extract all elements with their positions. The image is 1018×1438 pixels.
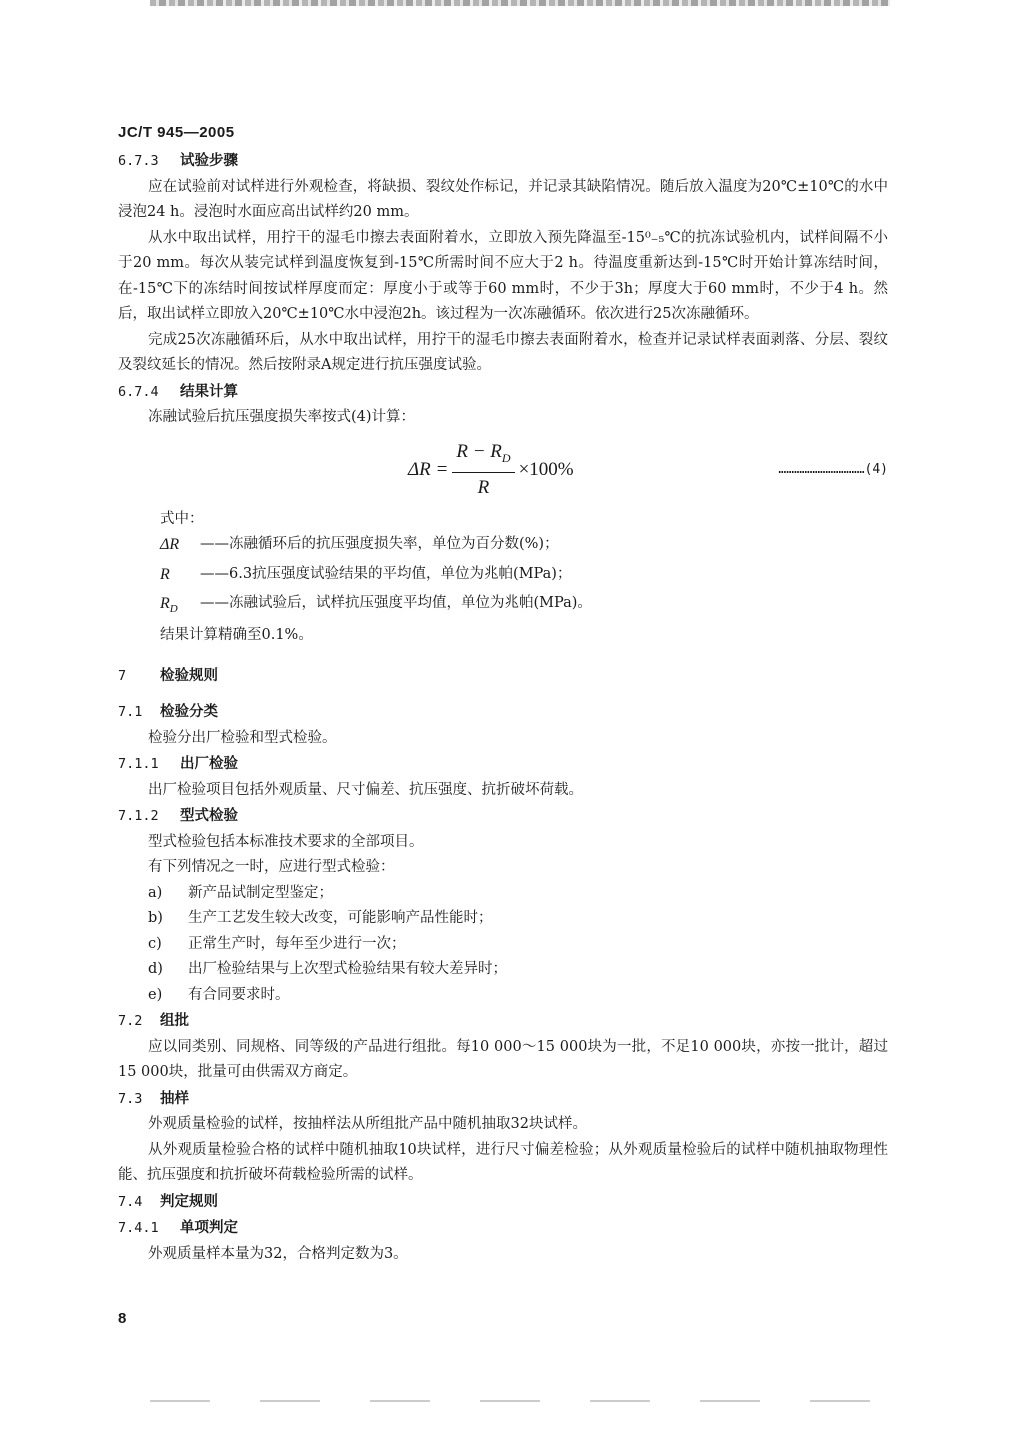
scan-artifact-bottom	[150, 1400, 900, 1402]
definition-row	[118, 591, 888, 623]
section-number: 7.1	[118, 704, 143, 721]
paragraph: 外观质量样本量为32，合格判定数为3。	[148, 1245, 408, 1262]
paragraph: 检验分出厂检验和型式检验。	[148, 729, 337, 746]
paragraph: 型式检验包括本标准技术要求的全部项目。	[148, 833, 424, 850]
formula-expression	[408, 439, 574, 501]
symbol-subscript: D	[169, 603, 178, 616]
paragraph: 完成25次冻融循环后，从水中取出试样，用拧干的湿毛巾擦去表面附着水，检查并记录试样表面剥落、分层、裂纹及裂纹延长的情况。然后按附录A规定进行抗压强度试验。	[118, 331, 888, 373]
list-item	[118, 932, 888, 958]
section-title: 出厂检验	[180, 755, 238, 773]
section-title: 组批	[160, 1012, 189, 1030]
definition-text: ——冻融试验后，试样抗压强度平均值，单位为兆帕(MPa)。	[200, 595, 592, 612]
definition-text: ——6.3抗压强度试验结果的平均值，单位为兆帕(MPa)；	[200, 565, 572, 582]
numerator-subscript: D	[501, 450, 511, 465]
definition-text: ——冻融循环后的抗压强度损失率，单位为百分数(%)；	[200, 536, 559, 552]
section-number: 7.4.1	[118, 1220, 159, 1237]
formula-4	[118, 439, 888, 501]
list-text: 生产工艺发生较大改变，可能影响产品性能时；	[188, 910, 493, 927]
list-item	[118, 983, 888, 1009]
section-heading-7-1-2	[118, 803, 888, 830]
where-label: 式中：	[160, 510, 204, 527]
section-title: 单项判定	[180, 1219, 238, 1237]
list-label: d)	[148, 961, 163, 978]
section-title: 型式检验	[180, 807, 238, 825]
section-title: 抽样	[160, 1089, 189, 1107]
formula-number: ……………………………(4)	[778, 461, 888, 477]
formula-rhs: ×100%	[518, 458, 574, 480]
list-text: 出厂检验结果与上次型式检验结果有较大差异时；	[188, 961, 507, 978]
list-text: 有合同要求时。	[188, 986, 290, 1003]
standard-code: JC/T 945—2005	[118, 124, 235, 141]
definition-symbol	[160, 562, 200, 592]
section-title: 试验步骤	[180, 152, 238, 169]
section-number: 7.1.1	[118, 756, 159, 773]
section-heading-7-3	[118, 1086, 888, 1113]
formula-numerator	[452, 439, 514, 473]
section-number: 7.2	[118, 1013, 143, 1030]
list-text: 新产品试制定型鉴定；	[188, 884, 333, 901]
definition-row	[118, 532, 888, 562]
list-text: 正常生产时，每年至少进行一次；	[188, 935, 406, 952]
paragraph: 应以同类别、同规格、同等级的产品进行组批。每10 000～15 000块为一批，不足10 000块，亦按一批计，超过15 000块，批量可由供需双方商定。	[118, 1038, 888, 1081]
list-item	[118, 881, 888, 907]
section-heading-7-4-1	[118, 1215, 888, 1242]
paragraph: 从水中取出试样，用拧干的湿毛巾擦去表面附着水，立即放入预先降温至-15⁰₋₅℃的抗冻试验机内，试样间隔不小于20 mm。每次从装完试样到温度恢复到-15℃所需时间不应大于2 h。待温度重新达到-15℃时开始计算冻结时间，在-15℃下的冻结时间按试样厚度而定：厚度小于或等于60 mm时，不少于3h；厚度大于60 mm时，不少于4 h。然后，取出试样立即放入20℃±10℃水中浸泡2h。该过程为一次冻融循环。依次进行25次冻融循环。	[118, 229, 888, 322]
list-label: e)	[148, 986, 163, 1003]
symbol-text: R	[160, 565, 170, 583]
list-item	[118, 957, 888, 983]
formula-denominator: R	[477, 476, 490, 498]
scan-artifact-top	[150, 0, 890, 6]
list-label: a)	[148, 884, 163, 901]
section-heading-7-4	[118, 1189, 888, 1216]
section-heading-7	[118, 663, 888, 690]
section-heading-7-1	[118, 699, 888, 726]
definition-symbol	[160, 532, 200, 562]
list-label: b)	[148, 910, 163, 927]
section-number: 7.3	[118, 1090, 143, 1107]
paragraph: 外观质量检验的试样，按抽样法从所组批产品中随机抽取32块试样。	[148, 1116, 587, 1133]
formula-fraction	[452, 439, 514, 501]
precision-note: 结果计算精确至0.1%。	[160, 627, 313, 644]
paragraph: 出厂检验项目包括外观质量、尺寸偏差、抗压强度、抗折破坏荷载。	[148, 781, 583, 798]
definition-symbol	[160, 591, 200, 623]
section-title: 检验规则	[160, 666, 218, 684]
paragraph: 冻融试验后抗压强度损失率按式(4)计算：	[148, 409, 416, 425]
numerator-text: R − R	[456, 440, 502, 462]
section-number: 7.4	[118, 1193, 143, 1210]
section-title: 结果计算	[180, 382, 238, 400]
paragraph: 应在试验前对试样进行外观检查，将缺损、裂纹处作标记，并记录其缺陷情况。随后放入温度为20℃±10℃的水中浸泡24 h。浸泡时水面应高出试样约20 mm。	[118, 178, 888, 220]
symbol-text: ΔR	[160, 536, 180, 553]
list-item	[118, 906, 888, 932]
section-title: 判定规则	[160, 1192, 218, 1210]
section-number: 7.1.2	[118, 808, 159, 825]
section-heading-7-1-1	[118, 751, 888, 778]
section-number: 6.7.3	[118, 153, 159, 169]
symbol-text: R	[160, 595, 170, 613]
paragraph: 从外观质量检验合格的试样中随机抽取10块试样，进行尺寸偏差检验；从外观质量检验后的试样中随机抽取物理性能、抗压强度和抗折破坏荷载检验所需的试样。	[118, 1141, 888, 1184]
section-number: 7	[118, 667, 127, 684]
definition-row	[118, 562, 888, 592]
paragraph: 有下列情况之一时，应进行型式检验：	[148, 859, 395, 876]
section-heading-7-2	[118, 1008, 888, 1035]
formula-lhs: ΔR =	[408, 458, 449, 480]
document-body	[118, 148, 888, 1267]
page-number: 8	[118, 1310, 127, 1327]
section-heading-6-7-4	[118, 379, 888, 406]
section-title: 检验分类	[160, 703, 218, 721]
section-heading-6-7-3	[118, 148, 888, 175]
list-label: c)	[148, 935, 162, 952]
section-number: 6.7.4	[118, 383, 159, 400]
